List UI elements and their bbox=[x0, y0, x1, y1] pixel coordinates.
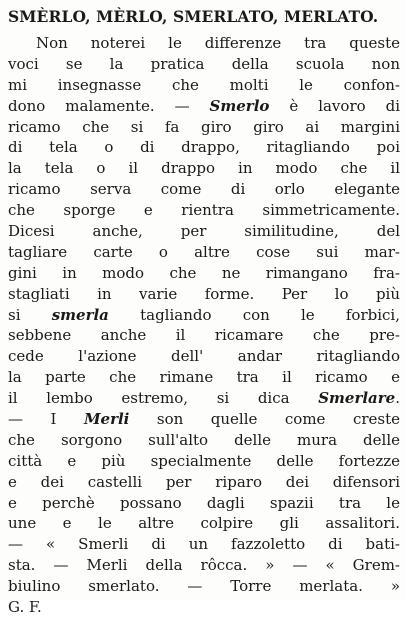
entry-line bbox=[8, 325, 400, 346]
entry-line bbox=[8, 367, 400, 388]
entry-line bbox=[8, 242, 400, 263]
entry-text: son quelle come creste bbox=[129, 410, 400, 429]
entry-line bbox=[8, 221, 400, 242]
entry-line bbox=[8, 75, 400, 96]
entry-line bbox=[8, 576, 400, 597]
entry-line bbox=[8, 305, 400, 326]
entry-line bbox=[8, 597, 400, 618]
entry-text: dono malamente. — bbox=[8, 96, 210, 115]
entry-heading: SMÈRLO, MÈRLO, SMERLATO, MERLATO. bbox=[8, 7, 379, 26]
entry-line bbox=[8, 54, 400, 75]
entry-text: sta. — Merli della rôcca. » — « Grem- bbox=[8, 556, 400, 575]
entry-text: è lavoro di bbox=[269, 96, 400, 115]
entry-line bbox=[8, 263, 400, 284]
entry-text: une e le altre colpire gli assalitori. bbox=[8, 514, 400, 533]
entry-text: il lembo estremo, si dica bbox=[8, 389, 319, 408]
entry-line bbox=[8, 409, 400, 430]
entry-line bbox=[8, 451, 400, 472]
entry-text: mi insegnasse che molti le confon- bbox=[8, 75, 400, 94]
entry-text: tagliando con le forbici, bbox=[108, 305, 400, 324]
entry-line bbox=[8, 137, 400, 158]
entry-term: Smerlo bbox=[209, 96, 270, 115]
entry-text: stagliati in varie forme. Per lo più bbox=[8, 284, 400, 303]
entry-text: ricamo che si fa giro giro ai margini bbox=[8, 117, 400, 136]
entry-line bbox=[8, 513, 400, 534]
entry-text: che sporge e rientra simmetricamente. bbox=[8, 201, 400, 220]
entry-line bbox=[8, 493, 400, 514]
entry-term: Merli bbox=[83, 410, 130, 429]
entry-text: sebbene anche il ricamare che pre- bbox=[8, 326, 400, 345]
entry-text: la parte che rimane tra il ricamo e bbox=[8, 368, 400, 387]
entry-line bbox=[8, 96, 400, 117]
entry-line bbox=[8, 284, 400, 305]
entry-line bbox=[8, 555, 400, 576]
entry-text: — « Smerli di un fazzoletto di bati- bbox=[8, 535, 400, 554]
entry-text: Non noterei le differenze tra queste bbox=[36, 34, 400, 52]
entry-text: che sorgono sull'alto delle mura delle bbox=[8, 430, 400, 449]
entry-term: smerla bbox=[51, 305, 109, 324]
entry-line bbox=[8, 430, 400, 451]
entry-term: Smerlare bbox=[318, 389, 396, 408]
entry-text: di tela o di drappo, ritagliando poi bbox=[8, 138, 400, 157]
entry-text: si bbox=[8, 305, 52, 324]
entry-line bbox=[8, 346, 400, 367]
entry-text: Dicesi anche, per similitudine, del bbox=[8, 222, 400, 241]
entry-line bbox=[8, 200, 400, 221]
entry-text: tagliare carte o altre cose sui mar- bbox=[8, 242, 400, 261]
entry-text: voci se la pratica della scuola non bbox=[8, 54, 400, 73]
entry-line bbox=[8, 534, 400, 555]
entry-body bbox=[8, 33, 400, 618]
entry-text: e perchè possano dagli spazii tra le bbox=[8, 493, 400, 512]
entry-line bbox=[8, 472, 400, 493]
entry-line bbox=[8, 388, 400, 409]
entry-text: cede l'azione dell' andar ritagliando bbox=[8, 347, 400, 366]
entry-text: biulino smerlato. — Torre merlata. » bbox=[8, 577, 400, 596]
entry-line bbox=[8, 117, 400, 138]
entry-text: G. F. bbox=[8, 598, 42, 617]
entry-line bbox=[8, 158, 400, 179]
entry-line bbox=[8, 179, 400, 200]
entry-text: e dei castelli per riparo dei difensori bbox=[8, 472, 400, 491]
entry-line bbox=[8, 33, 400, 54]
entry-text: la tela o il drappo in modo che il bbox=[8, 159, 400, 178]
entry-text: gini in modo che ne rimangano fra- bbox=[8, 263, 400, 282]
entry-text: ricamo serva come di orlo elegante bbox=[8, 180, 400, 199]
entry-text: — I bbox=[8, 410, 84, 429]
entry-text: città e più specialmente delle fortezze bbox=[8, 451, 400, 470]
entry-text: . bbox=[395, 389, 400, 408]
